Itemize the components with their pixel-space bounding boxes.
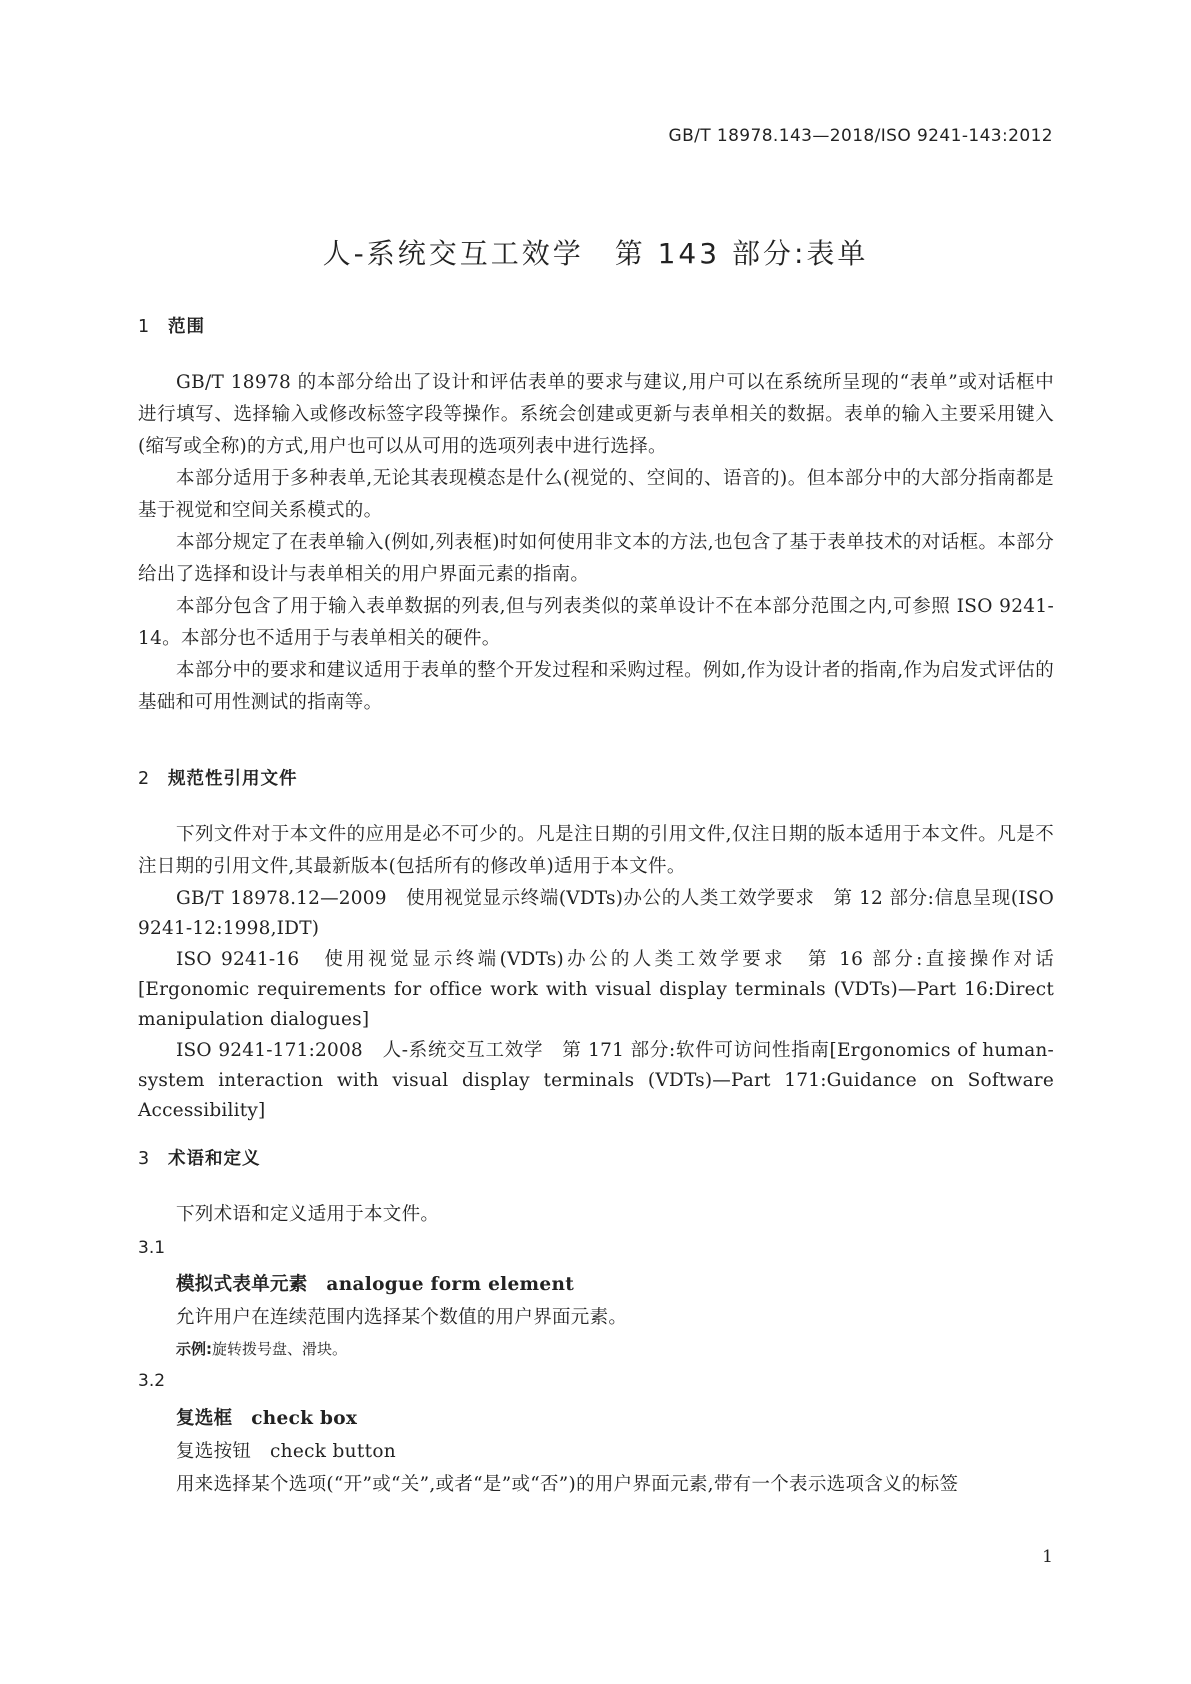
term-number: 3.1 [138,1238,166,1258]
scope-paragraph-1: GB/T 18978 的本部分给出了设计和评估表单的要求与建议,用户可以在系统所呈现的“表单”或对话框中进行填写、选择输入或修改标签字段等操作。系统会创建或更新与表单相关的数据。表单的输入主要采用键入(缩写或全称)的方式,用户也可以从可用的选项列表中进行选择。 [138,372,1054,457]
section-number: 2 [138,769,151,789]
page-number: 1 [1042,1547,1053,1567]
example-text: 旋转拨号盘、滑块。 [212,1340,348,1358]
term-cn: 复选框 [176,1408,233,1429]
term-en: check box [251,1408,358,1429]
synonym-en: check button [270,1441,396,1462]
synonym-cn: 复选按钮 [176,1441,252,1462]
term-cn: 模拟式表单元素 [176,1274,308,1295]
section-title: 规范性引用文件 [168,769,298,789]
standard-code: GB/T 18978.143—2018/ISO 9241-143:2012 [668,126,1053,146]
term-definition: 允许用户在连续范围内选择某个数值的用户界面元素。 [176,1307,628,1328]
document-title: 人-系统交互工效学 第 143 部分:表单 [322,237,869,270]
scope-paragraph-3: 本部分规定了在表单输入(例如,列表框)时如何使用非文本的方法,也包含了基于表单技术的对话框。本部分给出了选择和设计与表单相关的用户界面元素的指南。 [138,532,1054,585]
section-1-heading [138,313,205,338]
section-3-heading [138,1145,261,1170]
normative-intro: 下列文件对于本文件的应用是必不可少的。凡是注日期的引用文件,仅注日期的版本适用于本文件。凡是不注日期的引用文件,其最新版本(包括所有的修改单)适用于本文件。 [138,824,1054,877]
terms-intro: 下列术语和定义适用于本文件。 [176,1204,440,1225]
term-en: analogue form element [326,1274,575,1295]
section-number: 1 [138,317,151,337]
term-example [176,1338,347,1359]
section-title: 范围 [168,317,205,337]
term-synonym [176,1437,396,1463]
scope-paragraph-2: 本部分适用于多种表单,无论其表现模态是什么(视觉的、空间的、语音的)。但本部分中的大部分指南都是基于视觉和空间关系模式的。 [138,468,1054,521]
reference-item: GB/T 18978.12—2009 使用视觉显示终端(VDTs)办公的人类工效学要求 第 12 部分:信息呈现(ISO 9241-12:1998,IDT) [138,888,1054,939]
scope-paragraph-5: 本部分中的要求和建议适用于表单的整个开发过程和采购过程。例如,作为设计者的指南,作为启发式评估的基础和可用性测试的指南等。 [138,660,1054,713]
term-heading [176,1270,574,1296]
term-number: 3.2 [138,1371,166,1391]
term-heading [176,1404,357,1430]
section-number: 3 [138,1149,151,1169]
section-2-heading [138,765,298,790]
scope-paragraph-4: 本部分包含了用于输入表单数据的列表,但与列表类似的菜单设计不在本部分范围之内,可参照 ISO 9241-14。本部分也不适用于与表单相关的硬件。 [138,596,1054,649]
section-title: 术语和定义 [168,1149,261,1169]
example-label: 示例: [176,1340,212,1358]
term-definition: 用来选择某个选项(“开”或“关”,或者“是”或“否”)的用户界面元素,带有一个表示选项含义的标签 [176,1474,959,1495]
reference-item: ISO 9241-16 使用视觉显示终端(VDTs)办公的人类工效学要求 第 16 部分:直接操作对话[Ergonomic requirements for office work with visual display terminals (VDTs)—Part 16:Direct manipulation dialogues] [138,949,1054,1030]
reference-item: ISO 9241-171:2008 人-系统交互工效学 第 171 部分:软件可访问性指南[Ergonomics of human-system interaction with visual display terminals (VDTs)—Part 171:Guidance on Software Accessibility] [138,1040,1054,1121]
